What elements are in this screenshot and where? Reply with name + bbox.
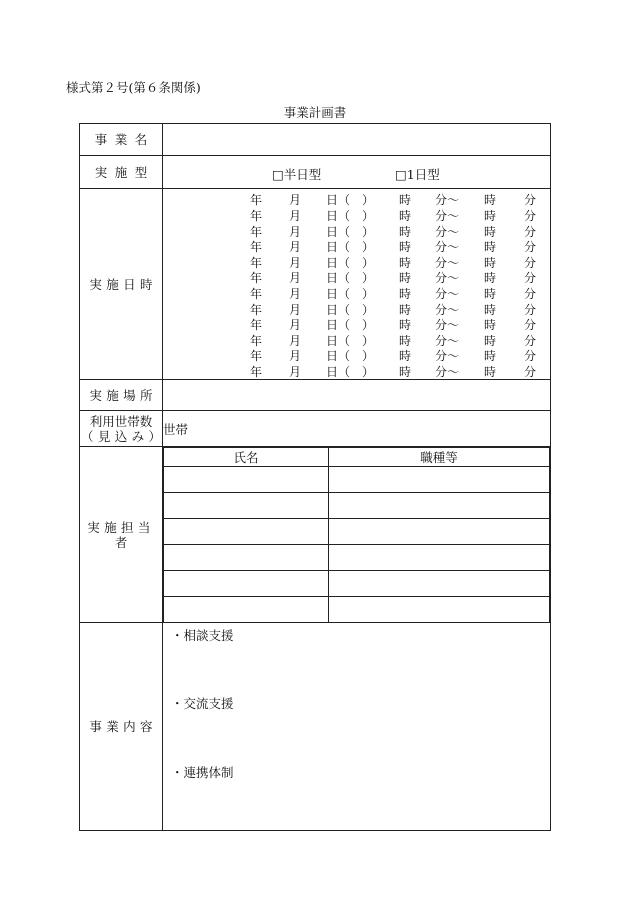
staff-entry-row (164, 493, 550, 519)
datetime-token-month: 月 (289, 255, 302, 270)
datetime-token-month: 月 (289, 333, 302, 348)
datetime-token-minute-from: 分～ (435, 240, 460, 255)
full-day-checkbox[interactable]: □1日型 (395, 167, 440, 182)
datetime-token-hour: 時 (399, 224, 412, 239)
datetime-token-year: 年 (250, 271, 263, 286)
datetime-token-hour: 時 (399, 240, 412, 255)
staff-role-input[interactable] (329, 493, 550, 519)
datetime-line[interactable] (163, 363, 550, 379)
staff-col-role: 職種等 (329, 448, 550, 467)
staff-row (80, 447, 551, 623)
datetime-token-month: 月 (289, 349, 302, 364)
datetime-line[interactable] (163, 254, 550, 270)
datetime-token-hour: 時 (399, 318, 412, 333)
datetime-token-month: 月 (289, 271, 302, 286)
datetime-token-minute-from: 分～ (435, 287, 460, 301)
staff-name-input[interactable] (164, 571, 329, 597)
location-label-cell (80, 380, 163, 411)
datetime-token-month: 月 (289, 318, 302, 333)
datetime-line[interactable] (163, 269, 550, 285)
datetime-token-hour: 時 (399, 349, 412, 364)
staff-entry-row (164, 519, 550, 545)
location-field[interactable] (163, 380, 551, 411)
households-row (80, 411, 551, 447)
datetime-token-day-paren: 日（ ） (326, 349, 375, 364)
staff-name-input[interactable] (164, 597, 329, 623)
datetime-token-minute-to: 分 (524, 209, 537, 224)
datetime-token-day-paren: 日（ ） (326, 255, 375, 270)
datetime-token-minute-to: 分 (524, 364, 537, 379)
datetime-token-hour-to: 時 (484, 287, 497, 301)
households-label-cell (80, 411, 166, 447)
plan-form-table (79, 123, 551, 831)
datetime-token-month: 月 (289, 302, 302, 317)
staff-name-input[interactable] (164, 519, 329, 545)
datetime-token-month: 月 (289, 209, 302, 224)
content-item-exchange[interactable]: ・交流支援 (171, 696, 234, 711)
datetime-token-hour: 時 (399, 209, 412, 224)
staff-name-input[interactable] (164, 545, 329, 571)
datetime-token-day-paren: 日（ ） (326, 364, 375, 379)
staff-label: 実施担当者 (87, 519, 155, 550)
datetime-line[interactable] (163, 191, 550, 207)
staff-header-row (164, 448, 550, 467)
households-field[interactable] (163, 411, 551, 447)
datetime-token-hour-to: 時 (484, 302, 497, 317)
datetime-token-minute-from: 分～ (435, 271, 460, 286)
datetime-token-year: 年 (250, 255, 263, 270)
staff-entry-row (164, 545, 550, 571)
datetime-token-day-paren: 日（ ） (326, 318, 375, 333)
datetime-token-hour-to: 時 (484, 349, 497, 364)
datetime-field (163, 189, 551, 380)
datetime-token-day-paren: 日（ ） (326, 193, 375, 208)
datetime-token-hour-to: 時 (484, 364, 497, 379)
datetime-token-minute-to: 分 (524, 287, 537, 301)
datetime-token-hour: 時 (399, 193, 412, 208)
staff-table (163, 447, 550, 622)
datetime-token-hour: 時 (399, 364, 412, 379)
datetime-token-minute-to: 分 (524, 255, 537, 270)
households-label-line1: 利用世帯数 (89, 413, 153, 429)
datetime-token-year: 年 (250, 318, 263, 333)
datetime-token-hour: 時 (399, 333, 412, 348)
datetime-token-minute-to: 分 (524, 302, 537, 317)
content-row (80, 623, 551, 831)
datetime-token-hour-to: 時 (484, 271, 497, 286)
datetime-token-month: 月 (289, 287, 302, 301)
datetime-token-hour-to: 時 (484, 255, 497, 270)
datetime-token-day-paren: 日（ ） (326, 271, 375, 286)
type-label: 実施型 (94, 164, 155, 180)
datetime-token-year: 年 (250, 193, 263, 208)
type-label-cell (80, 156, 163, 189)
households-unit: 世帯 (163, 421, 189, 437)
datetime-token-month: 月 (289, 224, 302, 239)
staff-role-input[interactable] (329, 467, 550, 493)
staff-col-name: 氏名 (164, 448, 329, 467)
content-label: 事業内容 (89, 719, 157, 734)
project-name-field[interactable] (163, 124, 551, 156)
document-title: 事業計画書 (283, 105, 347, 120)
datetime-token-minute-to: 分 (524, 333, 537, 348)
datetime-token-year: 年 (250, 224, 263, 239)
staff-name-input[interactable] (164, 467, 329, 493)
datetime-token-minute-from: 分～ (435, 333, 460, 348)
type-row (80, 156, 551, 189)
datetime-line[interactable] (163, 316, 550, 332)
datetime-token-year: 年 (250, 364, 263, 379)
datetime-token-year: 年 (250, 209, 263, 224)
datetime-token-minute-to: 分 (524, 271, 537, 286)
datetime-token-day-paren: 日（ ） (326, 209, 375, 224)
staff-name-input[interactable] (164, 493, 329, 519)
datetime-token-day-paren: 日（ ） (326, 224, 375, 239)
staff-entry-row (164, 597, 550, 623)
datetime-token-minute-to: 分 (524, 318, 537, 333)
staff-role-input[interactable] (329, 597, 550, 623)
datetime-token-hour: 時 (399, 271, 412, 286)
datetime-row (80, 189, 551, 380)
datetime-token-day-paren: 日（ ） (326, 302, 375, 317)
datetime-token-minute-from: 分～ (435, 318, 460, 333)
datetime-line[interactable] (163, 207, 550, 223)
datetime-lines (163, 189, 550, 378)
datetime-token-year: 年 (250, 333, 263, 348)
datetime-token-hour-to: 時 (484, 224, 497, 239)
datetime-token-year: 年 (250, 287, 263, 301)
datetime-line[interactable] (163, 238, 550, 254)
households-label-line2: （見込み） (80, 428, 166, 444)
datetime-line[interactable] (163, 285, 550, 301)
staff-role-input[interactable] (329, 519, 550, 545)
datetime-token-day-paren: 日（ ） (326, 287, 375, 301)
datetime-token-year: 年 (250, 302, 263, 317)
project-name-label-cell (80, 124, 163, 156)
location-label: 実施場所 (89, 387, 157, 403)
form-number-label: 様式第２号(第６条関係) (66, 80, 201, 95)
project-name-label: 事業名 (94, 132, 155, 147)
location-row (80, 380, 551, 411)
datetime-token-minute-to: 分 (524, 224, 537, 239)
datetime-token-minute-from: 分～ (435, 209, 460, 224)
type-field (163, 156, 551, 189)
datetime-token-month: 月 (289, 193, 302, 208)
datetime-token-minute-to: 分 (524, 193, 537, 208)
staff-role-input[interactable] (329, 571, 550, 597)
datetime-token-hour: 時 (399, 287, 412, 301)
project-name-row (80, 124, 551, 156)
datetime-token-minute-from: 分～ (435, 224, 460, 239)
datetime-token-hour-to: 時 (484, 209, 497, 224)
datetime-token-day-paren: 日（ ） (326, 333, 375, 348)
staff-role-input[interactable] (329, 545, 550, 571)
datetime-token-year: 年 (250, 240, 263, 255)
datetime-line[interactable] (163, 301, 550, 317)
datetime-token-minute-to: 分 (524, 240, 537, 255)
datetime-token-month: 月 (289, 240, 302, 255)
content-item-collaboration[interactable]: ・連携体制 (171, 765, 234, 780)
datetime-label: 実施日時 (89, 276, 157, 292)
staff-field (163, 447, 551, 623)
datetime-token-minute-from: 分～ (435, 364, 460, 379)
datetime-token-minute-from: 分～ (435, 255, 460, 270)
half-day-checkbox[interactable]: □半日型 (272, 167, 322, 182)
staff-label-cell (80, 447, 163, 623)
datetime-token-year: 年 (250, 349, 263, 364)
staff-entry-row (164, 571, 550, 597)
datetime-token-hour-to: 時 (484, 193, 497, 208)
datetime-token-minute-from: 分～ (435, 349, 460, 364)
datetime-token-hour-to: 時 (484, 333, 497, 348)
datetime-token-hour: 時 (399, 255, 412, 270)
datetime-token-minute-to: 分 (524, 349, 537, 364)
content-label-cell (80, 623, 163, 831)
datetime-token-minute-from: 分～ (435, 302, 460, 317)
datetime-label-cell (80, 189, 163, 380)
datetime-token-hour-to: 時 (484, 240, 497, 255)
datetime-line[interactable] (163, 347, 550, 363)
datetime-token-month: 月 (289, 364, 302, 379)
datetime-line[interactable] (163, 223, 550, 239)
datetime-token-hour-to: 時 (484, 318, 497, 333)
datetime-line[interactable] (163, 332, 550, 348)
datetime-token-day-paren: 日（ ） (326, 240, 375, 255)
datetime-token-hour: 時 (399, 302, 412, 317)
staff-entry-row (164, 467, 550, 493)
datetime-token-minute-from: 分～ (435, 193, 460, 208)
content-field (163, 623, 551, 831)
content-item-consultation[interactable]: ・相談支援 (171, 628, 234, 643)
